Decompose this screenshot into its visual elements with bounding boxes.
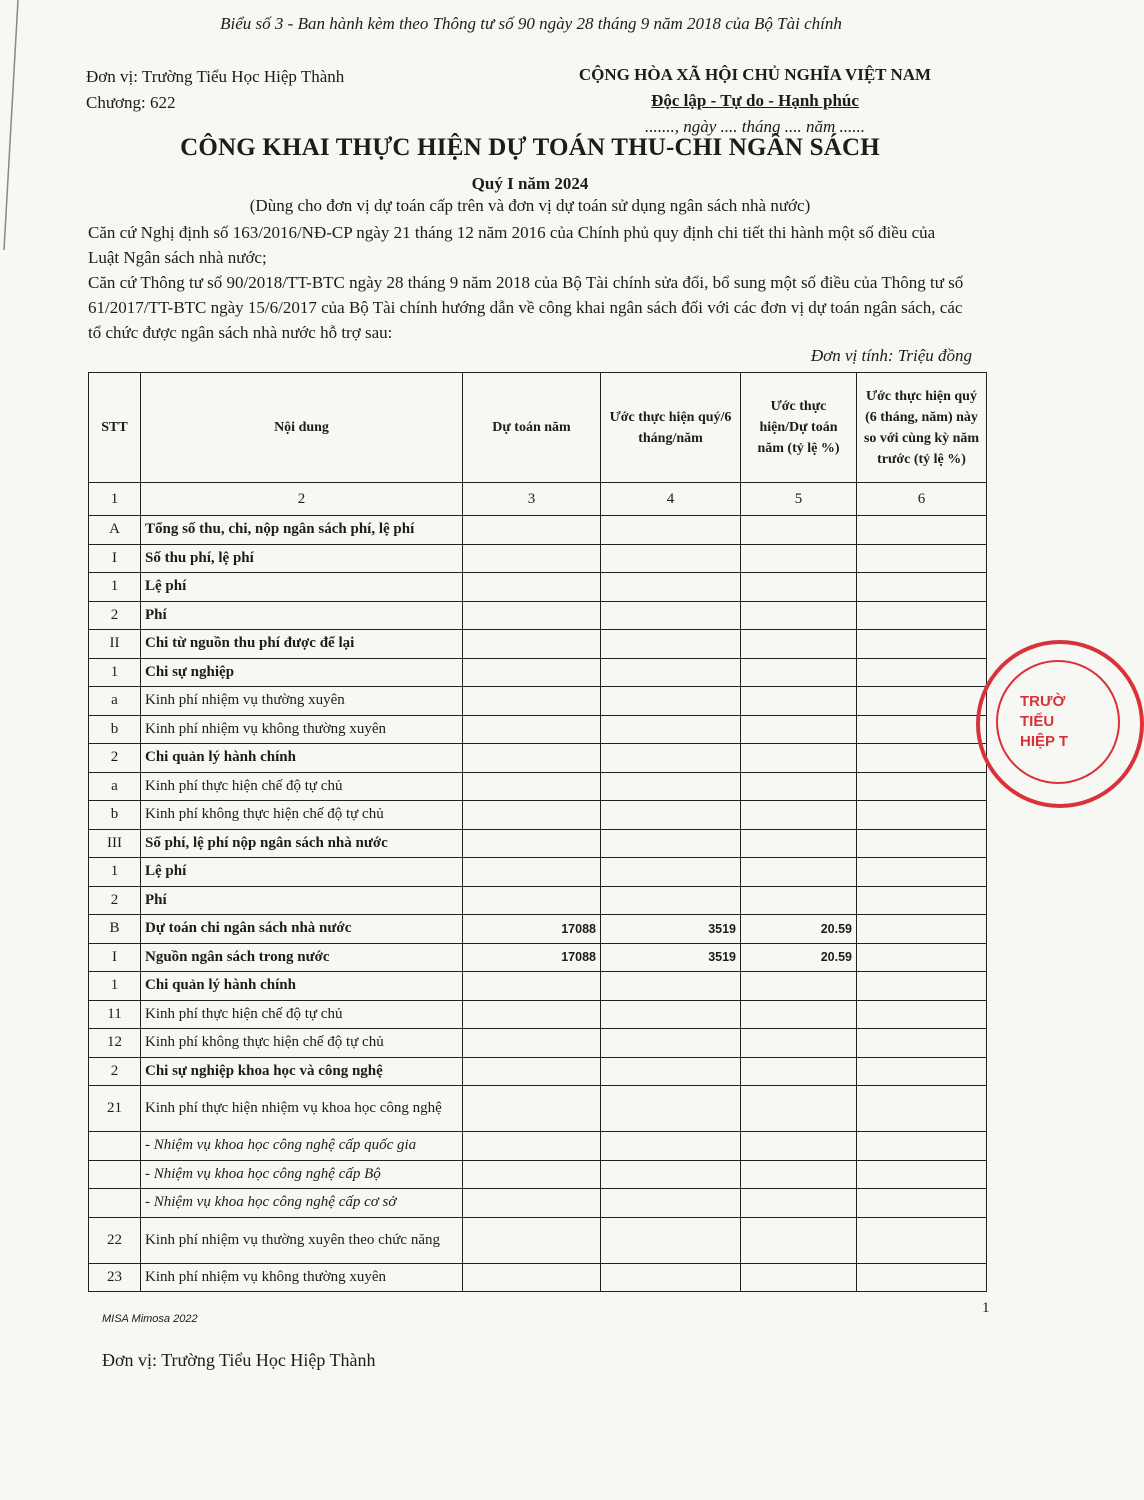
table-row — [89, 972, 987, 1001]
row-content: Số phí, lệ phí nộp ngân sách nhà nước — [141, 829, 463, 858]
row-content: Kinh phí nhiệm vụ không thường xuyên — [141, 715, 463, 744]
table-body — [89, 516, 987, 1292]
row-est-compare — [857, 715, 987, 744]
table-row — [89, 1057, 987, 1086]
row-est-ratio — [741, 658, 857, 687]
table-row — [89, 801, 987, 830]
row-est-compare — [857, 829, 987, 858]
row-est-quarter — [601, 829, 741, 858]
row-content: Phí — [141, 601, 463, 630]
row-content: Nguồn ngân sách trong nước — [141, 943, 463, 972]
table-row — [89, 1029, 987, 1058]
row-estimate — [463, 1000, 601, 1029]
row-estimate — [463, 516, 601, 545]
row-stt: 2 — [89, 744, 141, 773]
row-est-ratio — [741, 829, 857, 858]
row-stt: 2 — [89, 601, 141, 630]
seal-text — [1020, 692, 1068, 752]
row-est-quarter — [601, 601, 741, 630]
row-est-ratio — [741, 573, 857, 602]
row-est-ratio — [741, 544, 857, 573]
row-content: Lệ phí — [141, 858, 463, 887]
row-est-compare — [857, 516, 987, 545]
row-content: Kinh phí nhiệm vụ thường xuyên — [141, 687, 463, 716]
row-est-quarter — [601, 744, 741, 773]
row-stt: I — [89, 544, 141, 573]
row-est-quarter: 3519 — [601, 915, 741, 944]
row-est-quarter — [601, 715, 741, 744]
row-est-quarter — [601, 972, 741, 1001]
row-estimate — [463, 1189, 601, 1218]
header-estimate: Dự toán năm — [463, 373, 601, 483]
row-content: Kinh phí thực hiện chế độ tự chủ — [141, 772, 463, 801]
row-est-quarter — [601, 1029, 741, 1058]
page-number: 1 — [982, 1300, 990, 1316]
header-est-quarter: Ước thực hiện quý/6 tháng/năm — [601, 373, 741, 483]
row-estimate — [463, 601, 601, 630]
table-row — [89, 858, 987, 887]
row-estimate — [463, 1132, 601, 1161]
row-stt — [89, 1160, 141, 1189]
row-est-quarter — [601, 1263, 741, 1292]
national-motto: Độc lập - Tự do - Hạnh phúc — [651, 91, 859, 110]
header-est-ratio: Ước thực hiện/Dự toán năm (tỷ lệ %) — [741, 373, 857, 483]
row-stt: 1 — [89, 858, 141, 887]
row-content: Chi từ nguồn thu phí được để lại — [141, 630, 463, 659]
row-est-compare — [857, 915, 987, 944]
row-stt: 1 — [89, 972, 141, 1001]
row-est-compare — [857, 1217, 987, 1263]
row-content: Lệ phí — [141, 573, 463, 602]
row-est-ratio — [741, 744, 857, 773]
row-content: Dự toán chi ngân sách nhà nước — [141, 915, 463, 944]
row-estimate — [463, 1160, 601, 1189]
row-est-compare — [857, 1189, 987, 1218]
organization-unit-repeat: Đơn vị: Trường Tiểu Học Hiệp Thành — [102, 1350, 376, 1370]
seal-line: TIỂU — [1020, 713, 1055, 730]
row-content: Kinh phí thực hiện chế độ tự chủ — [141, 1000, 463, 1029]
row-estimate — [463, 886, 601, 915]
row-est-ratio — [741, 1263, 857, 1292]
row-estimate — [463, 972, 601, 1001]
row-est-ratio — [741, 715, 857, 744]
legal-reference-note: Biểu số 3 - Ban hành kèm theo Thông tư số 90 ngày 28 tháng 9 năm 2018 của Bộ Tài chính — [220, 14, 842, 33]
row-est-ratio — [741, 972, 857, 1001]
official-seal — [976, 640, 1144, 808]
row-est-quarter — [601, 1189, 741, 1218]
table-row — [89, 516, 987, 545]
date-line: ......., ngày .... tháng .... năm ...... — [644, 117, 866, 136]
row-stt: 1 — [89, 573, 141, 602]
row-est-ratio — [741, 1029, 857, 1058]
row-est-quarter — [601, 886, 741, 915]
row-stt: a — [89, 772, 141, 801]
row-est-quarter — [601, 544, 741, 573]
software-footer: MISA Mimosa 2022 — [102, 1313, 198, 1325]
column-number: 1 — [89, 483, 141, 516]
row-est-compare — [857, 772, 987, 801]
row-est-compare — [857, 1160, 987, 1189]
table-row — [89, 886, 987, 915]
row-stt: b — [89, 801, 141, 830]
row-content: - Nhiệm vụ khoa học công nghệ cấp cơ sở — [141, 1189, 463, 1218]
column-number: 5 — [741, 483, 857, 516]
row-estimate — [463, 744, 601, 773]
row-est-compare — [857, 658, 987, 687]
row-est-compare — [857, 1029, 987, 1058]
row-est-quarter — [601, 772, 741, 801]
binder-edge-line — [0, 0, 20, 260]
row-content: Số thu phí, lệ phí — [141, 544, 463, 573]
row-content: Phí — [141, 886, 463, 915]
table-row — [89, 1000, 987, 1029]
document-period: Quý I năm 2024 — [471, 174, 589, 193]
row-est-ratio — [741, 801, 857, 830]
row-estimate — [463, 829, 601, 858]
row-est-ratio — [741, 687, 857, 716]
row-est-ratio — [741, 1132, 857, 1161]
row-est-quarter — [601, 1217, 741, 1263]
row-est-compare — [857, 943, 987, 972]
table-row — [89, 744, 987, 773]
column-number: 4 — [601, 483, 741, 516]
legal-basis-2: Căn cứ Thông tư số 90/2018/TT-BTC ngày 28 tháng 9 năm 2018 của Bộ Tài chính sửa đổi, bổ sung một số điều của Thông tư số 61/2017/TT-BTC ngày 15/6/2017 của Bộ Tài chính hướng dẫn về công khai ngân sách đối với các đơn vị dự toán ngân sách, các tổ chức được ngân sách nhà nước hỗ trợ sau: — [88, 273, 964, 342]
row-content: - Nhiệm vụ khoa học công nghệ cấp Bộ — [141, 1160, 463, 1189]
row-estimate — [463, 687, 601, 716]
row-estimate — [463, 1263, 601, 1292]
row-estimate — [463, 658, 601, 687]
unit-note: Đơn vị tính: Triệu đồng — [810, 346, 972, 365]
table-row — [89, 715, 987, 744]
row-estimate — [463, 630, 601, 659]
table-row — [89, 1132, 987, 1161]
row-est-compare — [857, 630, 987, 659]
row-est-compare — [857, 1057, 987, 1086]
row-stt: B — [89, 915, 141, 944]
row-est-ratio — [741, 1160, 857, 1189]
row-content: Kinh phí nhiệm vụ thường xuyên theo chức năng — [141, 1217, 463, 1263]
column-number-row — [89, 483, 987, 516]
row-stt: III — [89, 829, 141, 858]
row-estimate — [463, 1086, 601, 1132]
row-content: Kinh phí thực hiện nhiệm vụ khoa học công nghệ — [141, 1086, 463, 1132]
row-content: Kinh phí không thực hiện chế độ tự chủ — [141, 801, 463, 830]
seal-line: HIỆP T — [1020, 733, 1069, 750]
row-est-quarter — [601, 1160, 741, 1189]
row-stt: 2 — [89, 1057, 141, 1086]
row-estimate — [463, 544, 601, 573]
table-row — [89, 1086, 987, 1132]
document-scope: (Dùng cho đơn vị dự toán cấp trên và đơn vị dự toán sử dụng ngân sách nhà nước) — [249, 196, 811, 215]
row-est-compare — [857, 1086, 987, 1132]
row-est-quarter — [601, 630, 741, 659]
row-estimate: 17088 — [463, 915, 601, 944]
row-est-compare — [857, 544, 987, 573]
row-est-ratio — [741, 772, 857, 801]
row-est-quarter — [601, 516, 741, 545]
row-estimate — [463, 858, 601, 887]
legal-basis-1: Căn cứ Nghị định số 163/2016/NĐ-CP ngày 21 tháng 12 năm 2016 của Chính phủ quy định chi tiết thi hành một số điều của Luật Ngân sách nhà nước; — [88, 223, 936, 267]
row-estimate — [463, 1029, 601, 1058]
table-row — [89, 573, 987, 602]
row-content: Kinh phí không thực hiện chế độ tự chủ — [141, 1029, 463, 1058]
row-content: Chi sự nghiệp khoa học và công nghệ — [141, 1057, 463, 1086]
row-est-compare — [857, 858, 987, 887]
row-est-ratio: 20.59 — [741, 943, 857, 972]
row-est-ratio — [741, 1189, 857, 1218]
row-stt: I — [89, 943, 141, 972]
row-stt: 12 — [89, 1029, 141, 1058]
row-stt: II — [89, 630, 141, 659]
row-est-ratio: 20.59 — [741, 915, 857, 944]
table-row — [89, 915, 987, 944]
table-row — [89, 829, 987, 858]
row-est-quarter — [601, 573, 741, 602]
row-content: Chi sự nghiệp — [141, 658, 463, 687]
national-header — [520, 62, 990, 140]
table-row — [89, 1189, 987, 1218]
row-est-quarter — [601, 687, 741, 716]
row-stt: a — [89, 687, 141, 716]
row-est-ratio — [741, 1086, 857, 1132]
organization-block — [86, 64, 344, 116]
row-estimate — [463, 715, 601, 744]
row-est-quarter — [601, 1132, 741, 1161]
table-row — [89, 658, 987, 687]
row-stt: A — [89, 516, 141, 545]
seal-line: TRƯỜ — [1020, 693, 1066, 710]
header-content: Nội dung — [141, 373, 463, 483]
column-number: 6 — [857, 483, 987, 516]
row-stt: 23 — [89, 1263, 141, 1292]
row-stt: 22 — [89, 1217, 141, 1263]
nation-name: CỘNG HÒA XÃ HỘI CHỦ NGHĨA VIỆT NAM — [578, 65, 932, 84]
row-content: - Nhiệm vụ khoa học công nghệ cấp quốc gia — [141, 1132, 463, 1161]
row-estimate: 17088 — [463, 943, 601, 972]
budget-table — [88, 372, 987, 1292]
table-header-row — [89, 373, 987, 483]
row-est-ratio — [741, 516, 857, 545]
header-stt: STT — [89, 373, 141, 483]
table-row — [89, 943, 987, 972]
organization-chapter: Chương: 622 — [86, 93, 176, 112]
row-estimate — [463, 1217, 601, 1263]
row-est-compare — [857, 972, 987, 1001]
row-est-quarter — [601, 1057, 741, 1086]
row-stt: 11 — [89, 1000, 141, 1029]
row-stt — [89, 1132, 141, 1161]
row-est-ratio — [741, 630, 857, 659]
row-est-quarter — [601, 858, 741, 887]
table-row — [89, 687, 987, 716]
table-row — [89, 1160, 987, 1189]
table-row — [89, 1217, 987, 1263]
row-est-ratio — [741, 1057, 857, 1086]
row-stt: b — [89, 715, 141, 744]
row-estimate — [463, 1057, 601, 1086]
row-content: Chi quản lý hành chính — [141, 744, 463, 773]
row-est-quarter: 3519 — [601, 943, 741, 972]
row-est-compare — [857, 573, 987, 602]
row-est-quarter — [601, 1086, 741, 1132]
table-row — [89, 601, 987, 630]
row-est-ratio — [741, 601, 857, 630]
row-estimate — [463, 573, 601, 602]
row-estimate — [463, 801, 601, 830]
row-stt: 2 — [89, 886, 141, 915]
row-est-compare — [857, 1263, 987, 1292]
column-number: 3 — [463, 483, 601, 516]
table-row — [89, 1263, 987, 1292]
row-est-ratio — [741, 1217, 857, 1263]
row-estimate — [463, 772, 601, 801]
row-est-ratio — [741, 886, 857, 915]
row-est-quarter — [601, 801, 741, 830]
row-est-compare — [857, 601, 987, 630]
table-row — [89, 772, 987, 801]
row-est-compare — [857, 1000, 987, 1029]
row-content: Kinh phí nhiệm vụ không thường xuyên — [141, 1263, 463, 1292]
row-stt — [89, 1189, 141, 1218]
document-title: CÔNG KHAI THỰC HIỆN DỰ TOÁN THU-CHI NGÂN SÁCH — [180, 134, 880, 161]
row-est-quarter — [601, 1000, 741, 1029]
table-row — [89, 544, 987, 573]
row-stt: 1 — [89, 658, 141, 687]
row-est-compare — [857, 687, 987, 716]
row-est-ratio — [741, 858, 857, 887]
organization-unit: Đơn vị: Trường Tiểu Học Hiệp Thành — [86, 67, 345, 86]
column-number: 2 — [141, 483, 463, 516]
header-est-compare: Ước thực hiện quý (6 tháng, năm) này so với cùng kỳ năm trước (tỷ lệ %) — [857, 373, 987, 483]
row-est-ratio — [741, 1000, 857, 1029]
table-row — [89, 630, 987, 659]
row-est-compare — [857, 744, 987, 773]
row-content: Tổng số thu, chi, nộp ngân sách phí, lệ phí — [141, 516, 463, 545]
row-est-quarter — [601, 658, 741, 687]
row-stt: 21 — [89, 1086, 141, 1132]
row-content: Chi quản lý hành chính — [141, 972, 463, 1001]
row-est-compare — [857, 886, 987, 915]
row-est-compare — [857, 1132, 987, 1161]
row-est-compare — [857, 801, 987, 830]
